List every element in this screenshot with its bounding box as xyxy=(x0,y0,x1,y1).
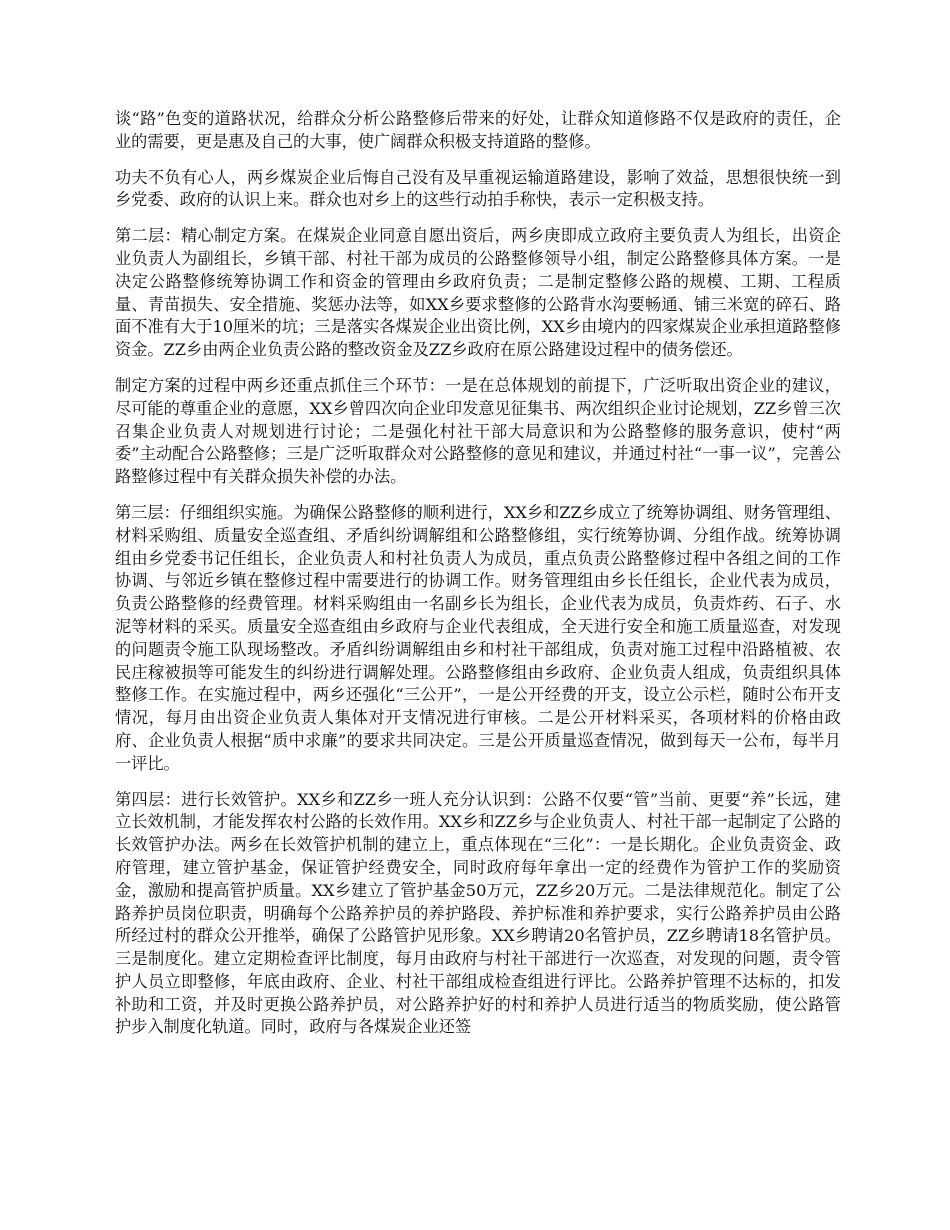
paragraph-layer-four-maintenance: 第四层：进行长效管护。XX乡和ZZ乡一班人充分认识到：公路不仅要“管”当前、更要“养”长远，建立长效机制，才能发挥农村公路的长效作用。XX乡和ZZ乡与企业负责人、村社干部一起制定了公路的长效管护办法。两乡在长效管护机制的建立上，重点体现在“三化”：一是长期化。企业负责资金、政府管理，建立管护基金，保证管护经费安全，同时政府每年拿出一定的经费作为管护工作的奖励资金，激励和提高管护质量。XX乡建立了管护基金50万元，ZZ乡20万元。二是法律规范化。制定了公路养护员岗位职责，明确每个公路养护员的养护路段、养护标准和养护要求，实行公路养护员由公路所经过村的群众公开推举，确保了公路管护见形象。XX乡聘请20名管护员，ZZ乡聘请18名管护员。三是制度化。建立定期检查评比制度，每月由政府与村社干部进行一次巡查，对发现的问题，责令管护人员立即整修，年底由政府、企业、村社干部组成检查组进行评比。公路养护管理不达标的，扣发补助和工资，并及时更换公路养护员，对公路养护好的村和养护人员进行适当的物质奖励，使公路管护步入制度化轨道。同时，政府与各煤炭企业还签 xyxy=(115,789,841,1037)
paragraph-layer-two-plan: 第二层：精心制定方案。在煤炭企业同意自愿出资后，两乡庚即成立政府主要负责人为组长，出资企业负责人为副组长，乡镇干部、村社干部为成员的公路整修领导小组，制定公路整修具体方案。一是决定公路整修统筹协调工作和资金的管理由乡政府负责；二是制定整修公路的规模、工期、工程质量、青苗损失、安全措施、奖惩办法等，如XX乡要求整修的公路背水沟要畅通、铺三米宽的碎石、路面不准有大于10厘米的坑；三是落实各煤炭企业出资比例，XX乡由境内的四家煤炭企业承担道路整修资金。ZZ乡由两企业负责公路的整改资金及ZZ乡政府在原公路建设过程中的债务偿还。 xyxy=(115,226,841,360)
paragraph-plan-process: 制定方案的过程中两乡还重点抓住三个环节：一是在总体规划的前提下，广泛听取出资企业的建议，尽可能的尊重企业的意愿，XX乡曾四次向企业印发意见征集书、两次组织企业讨论规划，ZZ乡曾三次召集企业负责人对规划进行讨论；二是强化村社干部大局意识和为公路整修的服务意识，使村“两委”主动配合公路整修；三是广泛听取群众对公路整修的意见和建议，并通过村社“一事一议”，完善公路整修过程中有关群众损失补偿的办法。 xyxy=(115,375,841,487)
paragraph-intro-continued: 谈“路”色变的道路状况，给群众分析公路整修后带来的好处，让群众知道修路不仅是政府的责任，企业的需要，更是惠及自己的大事，使广阔群众积极支持道路的整修。 xyxy=(115,109,841,151)
paragraph-results: 功夫不负有心人，两乡煤炭企业后悔自己没有及早重视运输道路建设，影响了效益，思想很快统一到乡党委、政府的认识上来。群众也对乡上的这些行动拍手称快，表示一定积极支持。 xyxy=(115,167,841,210)
document-body xyxy=(115,108,841,1052)
paragraph-layer-three-implementation: 第三层：仔细组织实施。为确保公路整修的顺利进行，XX乡和ZZ乡成立了统筹协调组、财务管理组、材料采购组、质量安全巡查组、矛盾纠纷调解组和公路整修组，实行统筹协调、分组作战。统筹协调组由乡党委书记任组长，企业负责人和村社负责人为成员，重点负责公路整修过程中各组之间的工作协调、与邻近乡镇在整修过程中需要进行的协调工作。财务管理组由乡长任组长，企业代表为成员，负责公路整修的经费管理。材料采购组由一名副乡长为组长，企业代表为成员，负责炸药、石子、水泥等材料的采买。质量安全巡查组由乡政府与企业代表组成，全天进行安全和施工质量巡查，对发现的问题责令施工队现场整改。矛盾纠纷调解组由乡和村社干部组成，负责对施工过程中沿路植被、农民庄稼被损等可能发生的纠纷进行调解处理。公路整修组由乡政府、企业负责人组成，负责组织具体整修工作。在实施过程中，两乡还强化“三公开”，一是公开经费的开支，设立公示栏，随时公布开支情况，每月由出资企业负责人集体对开支情况进行审核。二是公开材料采买，各项材料的价格由政府、企业负责人根据“质中求廉”的要求共同决定。三是公开质量巡查情况，做到每天一公布，每半月一评比。 xyxy=(115,502,841,773)
